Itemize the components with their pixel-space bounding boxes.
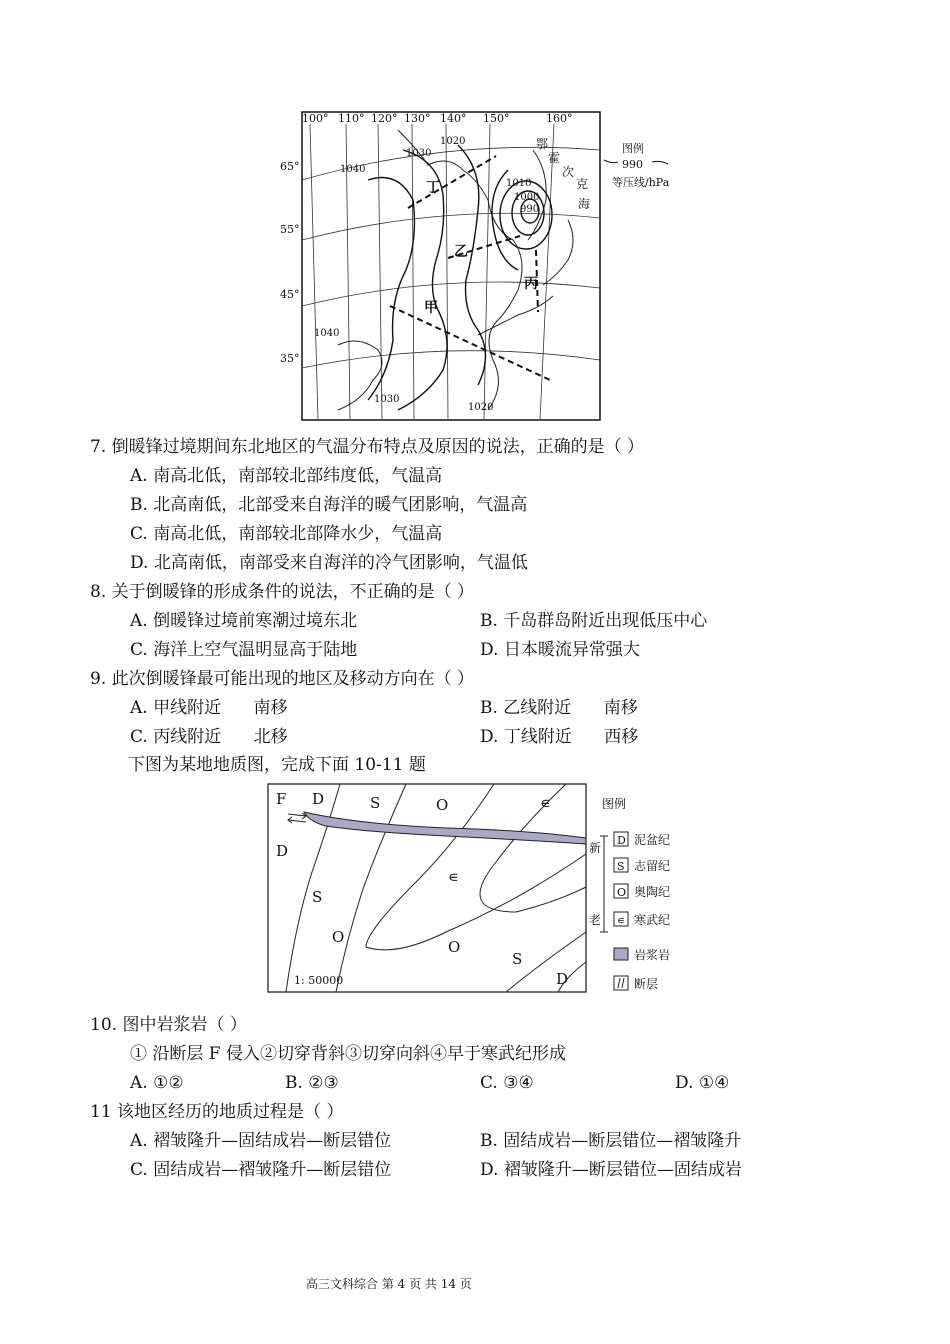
q7-option-d[interactable]: D. 北高南低，南部受来自海洋的冷气团影响，气温低	[130, 553, 528, 573]
geologic-map-figure	[266, 782, 686, 997]
q9-stem: 9. 此次倒暖锋最可能出现的地区及移动方向在（ ）	[90, 669, 475, 689]
stratum-label: S	[370, 794, 381, 812]
magma-intrusion	[304, 812, 586, 844]
sea-char: 海	[578, 197, 591, 211]
legend-label: 奥陶纪	[634, 885, 671, 899]
stratum-label: D	[556, 970, 569, 988]
magma-legend-label: 岩浆岩	[634, 948, 671, 962]
lat-label: 65°	[280, 160, 300, 173]
line-label-bing: 丙	[524, 276, 538, 292]
legend-symbol: S	[617, 860, 625, 873]
q10-option-d[interactable]: D. ①④	[675, 1073, 730, 1093]
lat-label: 45°	[280, 288, 300, 301]
sea-char: 克	[576, 177, 589, 191]
stratum-label: ∊	[448, 868, 459, 886]
longitude-labels	[302, 112, 573, 125]
sea-char: 霍	[548, 151, 561, 165]
map-legend-text: 等压线/hPa	[612, 176, 670, 189]
legend-symbol: D	[617, 834, 626, 847]
q11-option-b[interactable]: B. 固结成岩—断层错位—褶皱隆升	[480, 1131, 742, 1151]
isobar-value: 1020	[440, 136, 466, 147]
q10-statements: ① 沿断层 F 侵入②切穿背斜③切穿向斜④早于寒武纪形成	[130, 1044, 567, 1064]
q8-option-d[interactable]: D. 日本暖流异常强大	[480, 640, 640, 660]
q7-option-a[interactable]: A. 南高北低，南部较北部纬度低，气温高	[130, 466, 443, 486]
legend-old-label: 老	[589, 913, 602, 927]
lon-label: 100°	[302, 112, 329, 125]
geomap-legend-title: 图例	[602, 797, 627, 811]
map-legend-value: 990	[622, 158, 643, 171]
q11-option-d[interactable]: D. 褶皱隆升—断层错位—固结成岩	[480, 1160, 742, 1180]
line-label-jia: 甲	[424, 300, 438, 316]
q10-option-c[interactable]: C. ③④	[480, 1073, 534, 1093]
q8-stem: 8. 关于倒暖锋的形成条件的说法，不正确的是（ ）	[90, 582, 475, 602]
q10-option-a[interactable]: A. ①②	[130, 1073, 184, 1093]
lon-label: 160°	[546, 112, 573, 125]
q11-stem: 11 该地区经历的地质过程是（ ）	[90, 1102, 344, 1122]
sea-char: 次	[562, 165, 575, 179]
lon-label: 120°	[371, 112, 398, 125]
stratum-label: S	[512, 950, 523, 968]
q9-option-c[interactable]: C. 丙线附近 北移	[130, 727, 288, 747]
lon-label: 130°	[404, 112, 431, 125]
lon-label: 140°	[440, 112, 467, 125]
isobar-value: 1020	[468, 402, 494, 413]
q11-option-c[interactable]: C. 固结成岩—褶皱隆升—断层错位	[130, 1160, 392, 1180]
stratum-label: D	[312, 790, 325, 808]
q7-option-b[interactable]: B. 北高南低，北部受来自海洋的暖气团影响，气温高	[130, 495, 528, 515]
q8-option-c[interactable]: C. 海洋上空气温明显高于陆地	[130, 640, 358, 660]
legend-label: 泥盆纪	[634, 833, 671, 847]
lat-label: 35°	[280, 352, 300, 365]
line-label-ding: 丁	[426, 180, 440, 196]
q10-option-b[interactable]: B. ②③	[285, 1073, 339, 1093]
stratum-label: O	[448, 938, 461, 956]
isobar-value: 1040	[314, 328, 340, 339]
scale-label: 1: 50000	[294, 974, 344, 987]
map-legend	[604, 141, 670, 189]
legend-label: 志留纪	[634, 859, 671, 873]
isobar-value: 1030	[406, 148, 432, 159]
legend-symbol: O	[617, 886, 627, 899]
q7-option-c[interactable]: C. 南高北低，南部较北部降水少，气温高	[130, 524, 443, 544]
stratum-label: O	[436, 796, 449, 814]
lat-label: 55°	[280, 223, 300, 236]
legend-new-label: 新	[589, 841, 602, 855]
isobar-value: 990	[520, 204, 540, 215]
q8-option-a[interactable]: A. 倒暖锋过境前寒潮过境东北	[130, 611, 358, 631]
stratum-label: D	[276, 842, 289, 860]
page-footer: 高三文科综合 第 4 页 共 14 页	[306, 1277, 472, 1291]
isobar-value: 1040	[340, 164, 366, 175]
q11-option-a[interactable]: A. 褶皱隆升—固结成岩—断层错位	[130, 1131, 392, 1151]
stratum-label: O	[332, 928, 345, 946]
legend-symbol: ∊	[617, 914, 625, 927]
latitude-labels	[280, 160, 300, 365]
q9-option-d[interactable]: D. 丁线附近 西移	[480, 727, 639, 747]
sea-char: 鄂	[536, 137, 549, 151]
isobar-value: 1000	[514, 192, 540, 203]
q8-option-b[interactable]: B. 千岛群岛附近出现低压中心	[480, 611, 708, 631]
lon-label: 150°	[483, 112, 510, 125]
stratum-label: ∊	[540, 794, 551, 812]
frontal-lines	[390, 156, 550, 380]
geology-intro: 下图为某地地质图，完成下面 10-11 题	[128, 755, 426, 775]
fault-label: F	[276, 790, 287, 808]
strata-boundaries	[286, 784, 586, 992]
fault-icon	[618, 978, 624, 988]
geomap-legend	[589, 796, 670, 991]
weather-map-figure	[278, 110, 718, 425]
q9-option-a[interactable]: A. 甲线附近 南移	[130, 698, 288, 718]
isobar-value: 1030	[374, 394, 400, 405]
fault-legend-label: 断层	[634, 977, 659, 991]
stratum-label: S	[312, 888, 323, 906]
lon-label: 110°	[338, 112, 365, 125]
fault-arrows	[288, 813, 306, 823]
q7-stem: 7. 倒暖锋过境期间东北地区的气温分布特点及原因的说法，正确的是（ ）	[90, 437, 645, 457]
isobar-value: 1010	[506, 178, 532, 189]
legend-label: 寒武纪	[634, 913, 671, 927]
line-label-yi: 乙	[454, 244, 468, 260]
q10-stem: 10. 图中岩浆岩（ ）	[90, 1015, 247, 1035]
q9-option-b[interactable]: B. 乙线附近 南移	[480, 698, 638, 718]
coastline	[338, 130, 573, 410]
magma-swatch	[614, 948, 628, 960]
map-legend-title: 图例	[622, 142, 644, 155]
